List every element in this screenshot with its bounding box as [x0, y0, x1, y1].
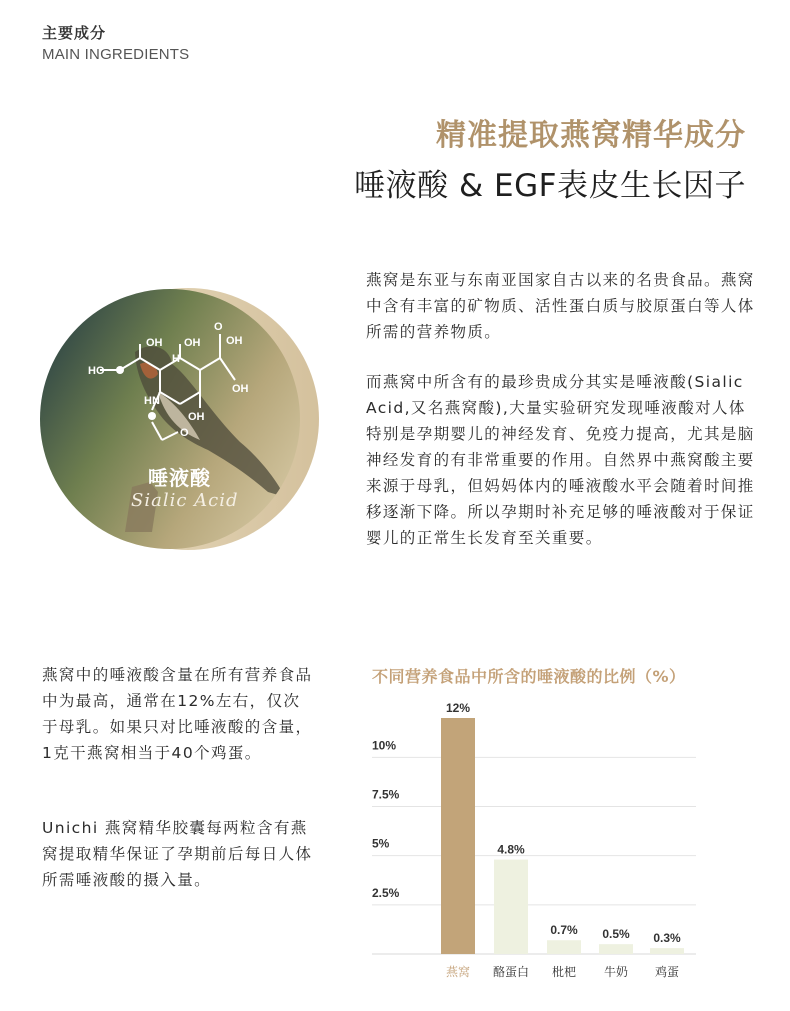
molecule-label: H: [172, 353, 180, 365]
x-category-label: 牛奶: [603, 965, 629, 979]
sialic-acid-bar-chart: [360, 690, 720, 990]
bar: [599, 944, 633, 954]
molecule-label: OH: [232, 383, 249, 395]
molecule-label: HO: [88, 365, 105, 377]
x-category-label: 鸡蛋: [654, 965, 680, 979]
molecule-label: OH: [184, 337, 201, 349]
molecule-label: HN: [144, 395, 160, 407]
bottom-paragraph-2: Unichi 燕窝精华胶囊每两粒含有燕窝提取精华保证了孕期前后每日人体所需唾液酸的摄入量。: [42, 819, 313, 889]
bar: [441, 718, 475, 954]
y-tick-label: 7.5%: [372, 787, 400, 802]
section-title-cn: 主要成分: [42, 24, 107, 42]
intro-paragraph-2: 而燕窝中所含有的最珍贵成分其实是唾液酸(Sialic Acid,又名燕窝酸),大量实验研究发现唾液酸对人体特别是孕期婴儿的神经发育、免疫力提高，尤其是脑神经发育的有非常重要的作用。自然界中燕窝酸主要来源于母乳，但妈妈体内的唾液酸水平会随着时间推移逐渐下降。所以孕期时补充足够的唾液酸对于保证婴儿的正常生长发育至关重要。: [366, 373, 755, 547]
x-category-label: 枇杷: [551, 965, 577, 979]
intro-paragraph-1: 燕窝是东亚与东南亚国家自古以来的名贵食品。燕窝中含有丰富的矿物质、活性蛋白质与胶原蛋白等人体所需的营养物质。: [366, 271, 755, 341]
y-tick-label: 10%: [372, 738, 397, 753]
bar: [650, 948, 684, 954]
bar: [547, 940, 581, 954]
bar-value-label: 0.7%: [550, 923, 578, 938]
chart-title: 不同营养食品中所含的唾液酸的比例（%）: [372, 667, 686, 686]
bar-value-label: 12%: [445, 701, 471, 715]
section-title-en: MAIN INGREDIENTS: [42, 46, 190, 63]
y-tick-label: 5%: [372, 836, 390, 851]
bar-value-label: 4.8%: [497, 842, 525, 857]
x-category-label: 燕窝: [445, 965, 471, 979]
bar-value-label: 0.5%: [602, 927, 630, 942]
molecule-label: OH: [188, 411, 205, 423]
bottom-paragraph-1: 燕窝中的唾液酸含量在所有营养食品中为最高，通常在12%左右，仅次于母乳。如果只对比唾液酸的含量，1克干燕窝相当于40个鸡蛋。: [42, 666, 313, 762]
emblem-label: 唾液酸: [148, 466, 211, 490]
x-category-label: 酪蛋白: [492, 965, 530, 979]
molecule-label: OH: [146, 337, 163, 349]
molecule-label: O: [180, 427, 189, 439]
molecule-label: OH: [226, 335, 243, 347]
sialic-acid-emblem: [40, 282, 330, 557]
bar: [494, 860, 528, 954]
emblem-script: Sialic Acid: [131, 490, 239, 511]
hero-subtitle: 唾液酸 & EGF表皮生长因子: [354, 168, 746, 204]
bar-value-label: 0.3%: [653, 931, 681, 946]
molecule-label: O: [214, 321, 223, 333]
hero-title: 精准提取燕窝精华成分: [436, 118, 746, 153]
y-tick-label: 2.5%: [372, 885, 400, 900]
